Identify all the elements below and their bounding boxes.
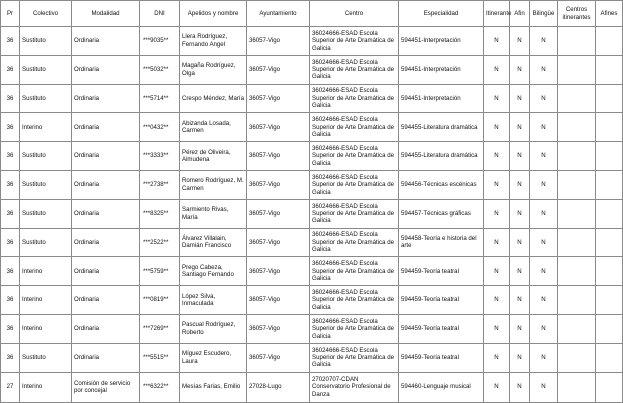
cell-pr: 36 bbox=[1, 142, 20, 171]
cell-afines bbox=[596, 372, 623, 402]
cell-pr: 27 bbox=[1, 372, 20, 402]
table-header bbox=[1, 1, 623, 27]
table-row bbox=[1, 55, 623, 84]
cell-itinerante: N bbox=[484, 286, 510, 315]
cell-centros-itinerantes bbox=[558, 142, 596, 171]
cell-colectivo: Interino bbox=[20, 286, 72, 315]
header-ayuntamiento: Ayuntamiento bbox=[247, 1, 310, 27]
cell-centros-itinerantes bbox=[558, 228, 596, 257]
cell-ayuntamiento: 36057-Vigo bbox=[247, 142, 310, 171]
cell-centro: 36024666-ESAD Escola Superior de Arte Dramática de Galicia bbox=[310, 343, 399, 372]
cell-dni: ***0432** bbox=[140, 113, 180, 142]
cell-modalidad: Ordinaria bbox=[72, 199, 140, 228]
cell-colectivo: Interino bbox=[20, 372, 72, 402]
cell-afines bbox=[596, 170, 623, 199]
header-centros-itinerantes: Centros itinerantes bbox=[558, 1, 596, 27]
cell-itinerante: N bbox=[484, 257, 510, 286]
cell-colectivo: Sustituto bbox=[20, 84, 72, 113]
cell-dni: ***2738** bbox=[140, 170, 180, 199]
cell-itinerante: N bbox=[484, 372, 510, 402]
cell-colectivo: Sustituto bbox=[20, 170, 72, 199]
cell-pr: 36 bbox=[1, 55, 20, 84]
header-afines: Afines bbox=[596, 1, 623, 27]
header-bilingue: Bilingüe bbox=[530, 1, 558, 27]
cell-centro: 27020707-CDAN Conservatorio Profesional de Danza bbox=[310, 372, 399, 402]
cell-afin: N bbox=[510, 199, 530, 228]
cell-apellidos: López Silva, Inmaculada bbox=[180, 286, 247, 315]
cell-apellidos: Sarmiento Rivas, María bbox=[180, 199, 247, 228]
cell-bilingue: N bbox=[530, 343, 558, 372]
cell-itinerante: N bbox=[484, 27, 510, 56]
cell-afines bbox=[596, 257, 623, 286]
header-apellidos: Apelidos y nombre bbox=[180, 1, 247, 27]
cell-colectivo: Sustituto bbox=[20, 199, 72, 228]
table-row bbox=[1, 228, 623, 257]
header-itinerante: Itinerante bbox=[484, 1, 510, 27]
cell-afines bbox=[596, 142, 623, 171]
cell-centros-itinerantes bbox=[558, 343, 596, 372]
cell-dni: ***9035** bbox=[140, 27, 180, 56]
cell-itinerante: N bbox=[484, 343, 510, 372]
cell-colectivo: Interino bbox=[20, 113, 72, 142]
cell-dni: ***7269** bbox=[140, 314, 180, 343]
cell-itinerante: N bbox=[484, 228, 510, 257]
cell-ayuntamiento: 36057-Vigo bbox=[247, 113, 310, 142]
cell-apellidos: Prego Cabeza, Santiago Fernando bbox=[180, 257, 247, 286]
header-row bbox=[1, 1, 623, 27]
cell-modalidad: Ordinaria bbox=[72, 113, 140, 142]
cell-modalidad: Ordinaria bbox=[72, 170, 140, 199]
header-pr: Pr bbox=[1, 1, 20, 27]
cell-dni: ***3333** bbox=[140, 142, 180, 171]
table-row bbox=[1, 84, 623, 113]
cell-centro: 36024666-ESAD Escola Superior de Arte Dramática de Galicia bbox=[310, 286, 399, 315]
cell-afines bbox=[596, 343, 623, 372]
cell-centros-itinerantes bbox=[558, 257, 596, 286]
cell-modalidad: Ordinaria bbox=[72, 257, 140, 286]
header-colectivo: Colectivo bbox=[20, 1, 72, 27]
cell-afin: N bbox=[510, 142, 530, 171]
cell-pr: 36 bbox=[1, 314, 20, 343]
cell-pr: 36 bbox=[1, 84, 20, 113]
cell-dni: ***5714** bbox=[140, 84, 180, 113]
cell-bilingue: N bbox=[530, 314, 558, 343]
cell-centros-itinerantes bbox=[558, 113, 596, 142]
cell-bilingue: N bbox=[530, 142, 558, 171]
cell-apellidos: Llera Rodríguez, Fernando Angel bbox=[180, 27, 247, 56]
cell-afin: N bbox=[510, 314, 530, 343]
cell-pr: 36 bbox=[1, 170, 20, 199]
cell-pr: 36 bbox=[1, 27, 20, 56]
cell-centro: 36024666-ESAD Escola Superior de Arte Dramática de Galicia bbox=[310, 170, 399, 199]
cell-ayuntamiento: 36057-Vigo bbox=[247, 84, 310, 113]
cell-especialidad: 594451-Interpretación bbox=[399, 55, 484, 84]
cell-apellidos: Pérez de Oliveira, Almudena bbox=[180, 142, 247, 171]
cell-bilingue: N bbox=[530, 55, 558, 84]
cell-centro: 36024666-ESAD Escola Superior de Arte Dramática de Galicia bbox=[310, 228, 399, 257]
header-dni: DNI bbox=[140, 1, 180, 27]
cell-afin: N bbox=[510, 372, 530, 402]
cell-apellidos: Mesías Farias, Emilio bbox=[180, 372, 247, 402]
cell-bilingue: N bbox=[530, 372, 558, 402]
cell-bilingue: N bbox=[530, 84, 558, 113]
cell-afines bbox=[596, 286, 623, 315]
cell-especialidad: 594455-Literatura dramática bbox=[399, 142, 484, 171]
header-centro: Centro bbox=[310, 1, 399, 27]
cell-especialidad: 594459-Teoría teatral bbox=[399, 257, 484, 286]
cell-itinerante: N bbox=[484, 142, 510, 171]
cell-especialidad: 594451-Interpretación bbox=[399, 27, 484, 56]
cell-bilingue: N bbox=[530, 113, 558, 142]
cell-itinerante: N bbox=[484, 84, 510, 113]
cell-afin: N bbox=[510, 55, 530, 84]
cell-afines bbox=[596, 113, 623, 142]
cell-dni: ***0819** bbox=[140, 286, 180, 315]
cell-pr: 36 bbox=[1, 343, 20, 372]
cell-itinerante: N bbox=[484, 170, 510, 199]
table-row bbox=[1, 27, 623, 56]
cell-afines bbox=[596, 314, 623, 343]
cell-pr: 36 bbox=[1, 199, 20, 228]
cell-colectivo: Interino bbox=[20, 314, 72, 343]
cell-afin: N bbox=[510, 113, 530, 142]
cell-modalidad: Ordinaria bbox=[72, 84, 140, 113]
cell-afines bbox=[596, 228, 623, 257]
table-row bbox=[1, 314, 623, 343]
cell-ayuntamiento: 36057-Vigo bbox=[247, 199, 310, 228]
header-afin: Afin bbox=[510, 1, 530, 27]
cell-colectivo: Sustituto bbox=[20, 55, 72, 84]
cell-ayuntamiento: 27028-Lugo bbox=[247, 372, 310, 402]
cell-colectivo: Sustituto bbox=[20, 343, 72, 372]
cell-afines bbox=[596, 84, 623, 113]
cell-colectivo: Sustituto bbox=[20, 228, 72, 257]
cell-centro: 36024666-ESAD Escola Superior de Arte Dramática de Galicia bbox=[310, 199, 399, 228]
cell-ayuntamiento: 36057-Vigo bbox=[247, 314, 310, 343]
cell-centro: 36024666-ESAD Escola Superior de Arte Dramática de Galicia bbox=[310, 113, 399, 142]
cell-especialidad: 594459-Teoría teatral bbox=[399, 286, 484, 315]
cell-itinerante: N bbox=[484, 314, 510, 343]
cell-colectivo: Sustituto bbox=[20, 27, 72, 56]
cell-ayuntamiento: 36057-Vigo bbox=[247, 228, 310, 257]
table-row bbox=[1, 257, 623, 286]
table-row bbox=[1, 343, 623, 372]
cell-afin: N bbox=[510, 228, 530, 257]
cell-afin: N bbox=[510, 343, 530, 372]
cell-itinerante: N bbox=[484, 55, 510, 84]
table-row bbox=[1, 286, 623, 315]
table-row bbox=[1, 142, 623, 171]
cell-apellidos: Álvarez Villalain, Damián Francisco bbox=[180, 228, 247, 257]
cell-centro: 36024666-ESAD Escola Superior de Arte Dramática de Galicia bbox=[310, 27, 399, 56]
cell-centros-itinerantes bbox=[558, 372, 596, 402]
cell-bilingue: N bbox=[530, 27, 558, 56]
cell-centros-itinerantes bbox=[558, 199, 596, 228]
header-modalidad: Modalidad bbox=[72, 1, 140, 27]
cell-modalidad: Ordinaria bbox=[72, 314, 140, 343]
table-row bbox=[1, 170, 623, 199]
cell-centros-itinerantes bbox=[558, 27, 596, 56]
cell-afines bbox=[596, 27, 623, 56]
cell-centros-itinerantes bbox=[558, 314, 596, 343]
cell-apellidos: Abizanda Losada, Carmen bbox=[180, 113, 247, 142]
cell-centros-itinerantes bbox=[558, 84, 596, 113]
cell-centro: 36024666-ESAD Escola Superior de Arte Dramática de Galicia bbox=[310, 257, 399, 286]
cell-modalidad: Ordinaria bbox=[72, 228, 140, 257]
cell-itinerante: N bbox=[484, 199, 510, 228]
cell-colectivo: Sustituto bbox=[20, 142, 72, 171]
cell-centro: 36024666-ESAD Escola Superior de Arte Dramática de Galicia bbox=[310, 314, 399, 343]
cell-afin: N bbox=[510, 286, 530, 315]
cell-ayuntamiento: 36057-Vigo bbox=[247, 343, 310, 372]
cell-especialidad: 594460-Lenguaje musical bbox=[399, 372, 484, 402]
cell-especialidad: 594456-Técnicas escénicas bbox=[399, 170, 484, 199]
cell-especialidad: 594451-Interpretación bbox=[399, 84, 484, 113]
cell-centro: 36024666-ESAD Escola Superior de Arte Dramática de Galicia bbox=[310, 142, 399, 171]
cell-centros-itinerantes bbox=[558, 55, 596, 84]
table-row bbox=[1, 372, 623, 402]
cell-apellidos: Magaña Rodríguez, Olga bbox=[180, 55, 247, 84]
cell-ayuntamiento: 36057-Vigo bbox=[247, 286, 310, 315]
cell-pr: 36 bbox=[1, 228, 20, 257]
cell-centro: 36024666-ESAD Escola Superior de Arte Dramática de Galicia bbox=[310, 84, 399, 113]
cell-afin: N bbox=[510, 27, 530, 56]
cell-modalidad: Ordinaria bbox=[72, 286, 140, 315]
cell-apellidos: Crespo Méndez, María bbox=[180, 84, 247, 113]
cell-modalidad: Ordinaria bbox=[72, 55, 140, 84]
cell-apellidos: Romero Rodríguez, M. Carmen bbox=[180, 170, 247, 199]
cell-dni: ***2522** bbox=[140, 228, 180, 257]
cell-pr: 36 bbox=[1, 286, 20, 315]
cell-bilingue: N bbox=[530, 257, 558, 286]
cell-especialidad: 594459-Teoría teatral bbox=[399, 343, 484, 372]
cell-centros-itinerantes bbox=[558, 170, 596, 199]
cell-apellidos: Pascual Rodríguez, Roberto bbox=[180, 314, 247, 343]
cell-centros-itinerantes bbox=[558, 286, 596, 315]
cell-bilingue: N bbox=[530, 170, 558, 199]
cell-afin: N bbox=[510, 257, 530, 286]
cell-modalidad: Ordinaria bbox=[72, 343, 140, 372]
cell-centro: 36024666-ESAD Escola Superior de Arte Dramática de Galicia bbox=[310, 55, 399, 84]
cell-apellidos: Míguez Escudero, Laura bbox=[180, 343, 247, 372]
cell-ayuntamiento: 36057-Vigo bbox=[247, 27, 310, 56]
cell-dni: ***5032** bbox=[140, 55, 180, 84]
cell-especialidad: 594455-Literatura dramática bbox=[399, 113, 484, 142]
cell-bilingue: N bbox=[530, 199, 558, 228]
cell-pr: 36 bbox=[1, 257, 20, 286]
cell-modalidad: Comisión de servicio por concejal bbox=[72, 372, 140, 402]
cell-modalidad: Ordinaria bbox=[72, 142, 140, 171]
cell-dni: ***5515** bbox=[140, 343, 180, 372]
cell-afin: N bbox=[510, 84, 530, 113]
cell-dni: ***5759** bbox=[140, 257, 180, 286]
cell-bilingue: N bbox=[530, 228, 558, 257]
table-body bbox=[1, 27, 623, 403]
cell-dni: ***6322** bbox=[140, 372, 180, 402]
cell-colectivo: Interino bbox=[20, 257, 72, 286]
cell-itinerante: N bbox=[484, 113, 510, 142]
cell-dni: ***8325** bbox=[140, 199, 180, 228]
header-especialidad: Especialidad bbox=[399, 1, 484, 27]
cell-modalidad: Ordinaria bbox=[72, 27, 140, 56]
cell-especialidad: 594458-Teoría e historia del arte bbox=[399, 228, 484, 257]
cell-bilingue: N bbox=[530, 286, 558, 315]
cell-ayuntamiento: 36057-Vigo bbox=[247, 55, 310, 84]
cell-afines bbox=[596, 55, 623, 84]
cell-especialidad: 594459-Teoría teatral bbox=[399, 314, 484, 343]
table-row bbox=[1, 113, 623, 142]
cell-ayuntamiento: 36057-Vigo bbox=[247, 170, 310, 199]
cell-especialidad: 594457-Técnicas gráficas bbox=[399, 199, 484, 228]
cell-ayuntamiento: 36057-Vigo bbox=[247, 257, 310, 286]
cell-afin: N bbox=[510, 170, 530, 199]
cell-pr: 36 bbox=[1, 113, 20, 142]
cell-afines bbox=[596, 199, 623, 228]
table-row bbox=[1, 199, 623, 228]
